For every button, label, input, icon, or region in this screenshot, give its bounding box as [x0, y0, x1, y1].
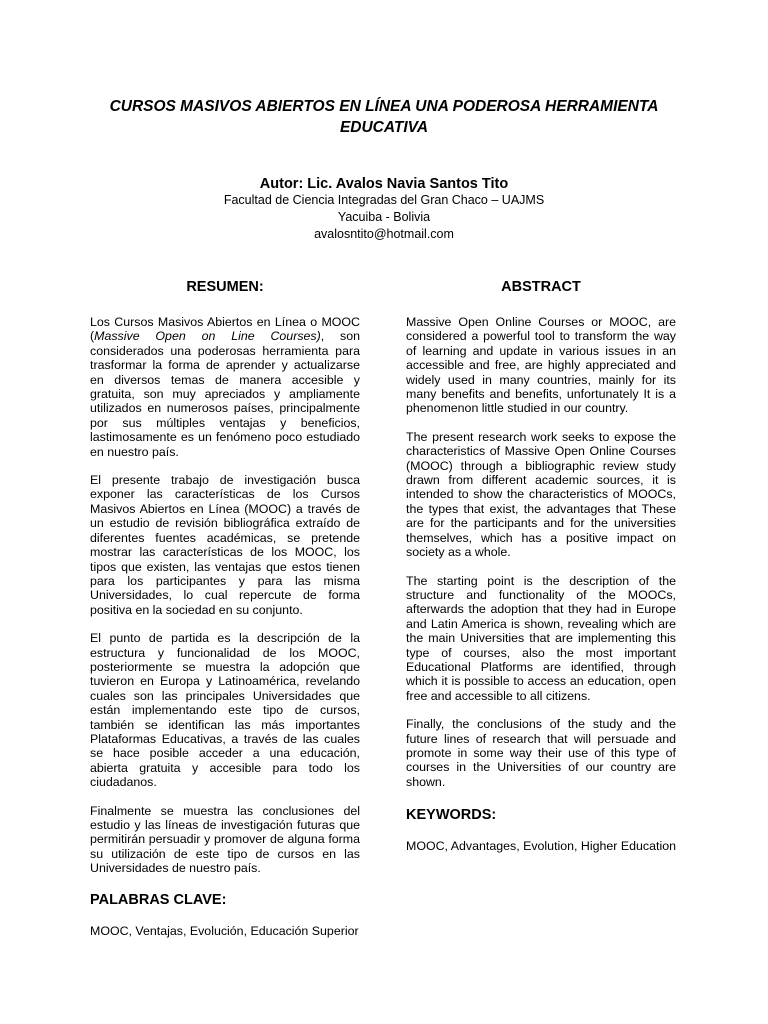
resumen-heading: RESUMEN: — [186, 279, 264, 295]
abstract-paragraph-1: Massive Open Online Courses or MOOC, are considered a powerful tool to transform the way of learning and update in various issues in an accessible and free, are highly appreciated and widely used in many countries, mainly for its many benefits and benefits, unfortunately It is a phenomenon little studied in our country. — [406, 315, 676, 416]
resumen-p1-italic: Massive Open on Line Courses) — [94, 329, 321, 344]
affiliation-block — [96, 192, 672, 243]
affiliation: Facultad de Ciencia Integradas del Gran Chaco – UAJMS — [223, 193, 545, 207]
resumen-p1-start: Los Cursos Masivos Abiertos en Línea o MOOC ( — [90, 315, 360, 344]
keywords-text: MOOC, Advantages, Evolution, Higher Education — [406, 839, 676, 854]
keywords-heading: KEYWORDS: — [406, 807, 497, 824]
abstract-paragraph-4: Finally, the conclusions of the study and the future lines of research that will persuade and promote in some way their use of this type of courses in the Universities of our country are shown. — [406, 717, 676, 789]
location: Yacuiba - Bolivia — [337, 210, 431, 224]
author-email: avalosntito@hotmail.com — [314, 227, 454, 241]
paper-title: CURSOS MASIVOS ABIERTOS EN LÍNEA UNA PODEROSA HERRAMIENTA EDUCATIVA — [109, 98, 659, 136]
abstract-paragraph-2: The present research work seeks to expose the characteristics of Massive Open Online Courses (MOOC) through a bibliographic review study drawn from different academic sources, it is intended to show the characteristics of MOOCs, the types that exist, the advantages that These are for the participants and for the universities themselves, which has a positive impact on society as a whole. — [406, 429, 676, 560]
resumen-paragraph-3: El punto de partida es la descripción de la estructura y funcionalidad de los MOOC, posteriormente se muestra la adopción que tuvieron en Europa y Latinoamérica, revelando cuales son las principales Universidades que están implementando este tipo de cursos, también se identifican las más importantes Plataformas Educativas, a través de las cuales se hace posible acceder a una educación, abierta gratuita y accesible para todo los ciudadanos. — [90, 631, 360, 790]
abstract-heading: ABSTRACT — [501, 279, 581, 295]
resumen-column — [90, 277, 360, 952]
author-line: Autor: Lic. Avalos Navia Santos Tito — [259, 176, 509, 192]
resumen-p1-end: , son considerados una poderosas herramienta para trasformar la forma de aprender y actualizarse en diversos temas de manera accesible y gratuita, son muy apreciados y ampliamente utilizados en numerosos países, principalmente por sus múltiples ventajas y beneficios, lastimosamente es un fenómeno poco estudiado en nuestro país. — [90, 329, 360, 459]
resumen-paragraph-2: El presente trabajo de investigación busca exponer las características de los Cursos Masivos Abiertos en Línea (MOOC) a través de un estudio de revisión bibliográfica extraído de diferentes fuentes académicas, se pretende mostrar las características de los MOOC, los tipos que existen, las ventajas que estos tienen para los participantes y para las misma Universidades, lo cual repercute de forma positiva en la sociedad en su conjunto. — [90, 473, 360, 617]
resumen-paragraph-1 — [90, 315, 360, 459]
palabras-clave-heading: PALABRAS CLAVE: — [90, 891, 227, 908]
abstract-column — [406, 277, 676, 868]
resumen-paragraph-4: Finalmente se muestra las conclusiones del estudio y las líneas de investigación futuras que permitirán persuadir y promover de alguna forma su utilización de este tipo de cursos en las Universidades de nuestro país. — [90, 803, 360, 876]
palabras-clave-text: MOOC, Ventajas, Evolución, Educación Superior — [90, 923, 359, 938]
abstract-paragraph-3: The starting point is the description of the structure and functionality of the MOOCs, afterwards the adoption that they had in Europe and Latin America is shown, revealing which are the main Universities that are implementing this type of courses, also the most important Educational Platforms are identified, through which it is possible to access an education, open free and accessible to all citizens. — [406, 573, 676, 703]
